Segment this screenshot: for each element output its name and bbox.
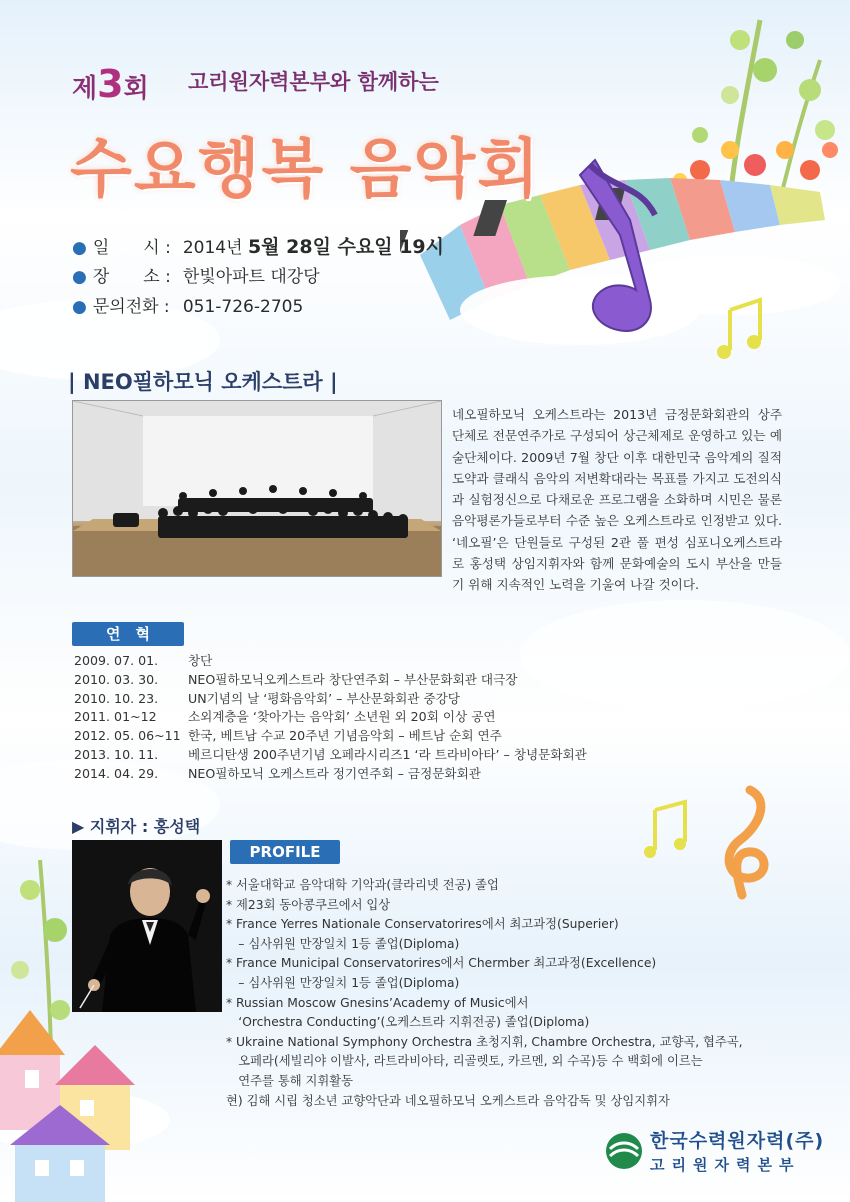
info-phone bbox=[72, 292, 303, 317]
profile-line: * France Municipal Conservatorires에서 Chermber 최고과정(Excellence) bbox=[226, 956, 657, 971]
history-text: 소외계층을 ‘찾아가는 음악회’ 소년원 외 20회 이상 공연 bbox=[188, 709, 496, 725]
history-text: NEO필하모닉오케스트라 창단연주회 – 부산문화회관 대극장 bbox=[188, 671, 518, 687]
info-label: 문의전화 : bbox=[92, 297, 170, 317]
list-item bbox=[74, 690, 587, 709]
khnp-emblem-icon bbox=[604, 1131, 644, 1171]
history-date: 2010. 10. 23. bbox=[74, 690, 159, 706]
history-text: 한국, 베트남 수교 20주년 기념음악회 – 베트남 순회 연주 bbox=[188, 728, 502, 744]
khnp-logo bbox=[604, 1126, 824, 1175]
list-item bbox=[74, 765, 587, 784]
list-item bbox=[74, 652, 587, 671]
info-value-bold: 5월 28일 수요일 19시 bbox=[247, 236, 445, 258]
history-date: 2011. 01~12 bbox=[74, 709, 157, 725]
profile-line: – 심사위원 만장일치 1등 졸업(Diploma) bbox=[226, 936, 460, 951]
history-text: 베르디탄생 200주년기념 오페라시리즈1 ‘라 트라비아타’ – 창녕문화회관 bbox=[188, 746, 587, 762]
profile-line: * France Yerres Nationale Conservatorires에서 최고과정(Superier) bbox=[226, 917, 619, 932]
history-date: 2009. 07. 01. bbox=[74, 653, 159, 668]
info-label: 장 소 : bbox=[92, 267, 171, 287]
info-place bbox=[72, 262, 320, 287]
profile-label: PROFILE bbox=[230, 840, 340, 864]
bullet-icon: ● bbox=[72, 297, 87, 317]
profile-line: 연주를 통해 지휘활동 bbox=[226, 1073, 354, 1088]
profile-line: – 심사위원 만장일치 1등 졸업(Diploma) bbox=[226, 975, 460, 990]
history-text: NEO필하모닉 오케스트라 정기연주회 – 금정문화회관 bbox=[188, 765, 481, 781]
edition-suffix: 회 bbox=[123, 74, 149, 104]
profile-line: 오페라(세빌리야 이발사, 라트라비아타, 리골렛토, 카르멘, 외 수곡)등 수 백회에 이르는 bbox=[226, 1054, 703, 1069]
profile-line: 현) 김해 시립 청소년 교향악단과 네오필하모닉 오케스트라 음악감독 및 상임지휘자 bbox=[226, 1093, 670, 1108]
orchestra-heading: | NEO필하모닉 오케스트라 | bbox=[68, 370, 338, 394]
history-date: 2014. 04. 29. bbox=[74, 765, 159, 781]
bullet-icon: ● bbox=[72, 238, 87, 258]
history-text: UN기념의 날 ‘평화음악회’ – 부산문화회관 중강당 bbox=[188, 690, 460, 706]
profile-line: ‘Orchestra Conducting’(오케스트라 지휘전공) 졸업(Diploma) bbox=[226, 1015, 590, 1030]
profile-line: * Russian Moscow Gnesins’Academy of Music에서 bbox=[226, 995, 529, 1010]
list-item bbox=[74, 671, 587, 690]
conductor-heading: ▶ 지휘자 : 홍성택 bbox=[72, 817, 201, 836]
history-date: 2013. 10. 11. bbox=[74, 746, 159, 762]
list-item bbox=[74, 708, 587, 727]
concert-title: 수요행복 음악회 bbox=[70, 133, 542, 207]
history-date: 2010. 03. 30. bbox=[74, 671, 159, 687]
edition-label bbox=[72, 62, 149, 106]
profile-line: * 서울대학교 음악대학 기악과(클라리넷 전공) 졸업 bbox=[226, 878, 499, 892]
profile-line: * 제23회 동아콩쿠르에서 입상 bbox=[226, 897, 391, 912]
history-date: 2012. 05. 06~11 bbox=[74, 728, 181, 744]
profile-list bbox=[226, 876, 743, 1111]
bullet-icon: ● bbox=[72, 267, 87, 287]
history-list bbox=[74, 652, 587, 784]
orchestra-photo bbox=[72, 400, 442, 577]
list-item bbox=[74, 727, 587, 746]
logo-division-name: 고리원자력본부 bbox=[650, 1156, 801, 1174]
info-value: 2014년 bbox=[182, 238, 248, 258]
info-value: 한빛아파트 대강당 bbox=[182, 267, 320, 287]
edition-prefix: 제 bbox=[72, 74, 98, 104]
list-item bbox=[74, 746, 587, 765]
logo-company-name: 한국수력원자력(주) bbox=[650, 1130, 825, 1152]
info-value: 051-726-2705 bbox=[182, 297, 304, 317]
concert-subtitle: 고리원자력본부와 함께하는 bbox=[188, 70, 439, 94]
profile-line: * Ukraine National Symphony Orchestra 초청지휘, Chambre Orchestra, 교향곡, 협주곡, bbox=[226, 1034, 743, 1049]
history-label: 연 혁 bbox=[72, 622, 184, 646]
edition-number: 3 bbox=[97, 62, 124, 106]
conductor-portrait-image bbox=[72, 840, 222, 1012]
info-label: 일 시 : bbox=[92, 238, 171, 258]
orchestra-intro: 네오필하모닉 오케스트라는 2013년 금정문화회관의 상주 단체로 전문연주가로 구성되어 상근체제로 운영하고 있는 예술단체이다. 2009년 7월 창단 이후 대한민국 음악계의 질적 도약과 클래식 음악의 저변확대라는 목표를 가지고 도전의식과 실험정신으로 다채로운 프로그램을 소화하며 시민은 물론 음악평론가들로부터 수준 높은 오케스트라로 인정받고 있다. ‘네오필’은 단원들로 구성된 2관 풀 편성 심포니오케스트라로 홍성택 상임지휘자와 함께 문화예술의 도시 부산을 만들기 위해 지속적인 노력을 기울여 나갈 것이다. bbox=[452, 407, 782, 593]
orchestra-stage-image bbox=[73, 401, 441, 576]
info-date bbox=[72, 232, 444, 259]
conductor-photo bbox=[72, 840, 222, 1012]
history-text: 창단 bbox=[188, 653, 213, 668]
